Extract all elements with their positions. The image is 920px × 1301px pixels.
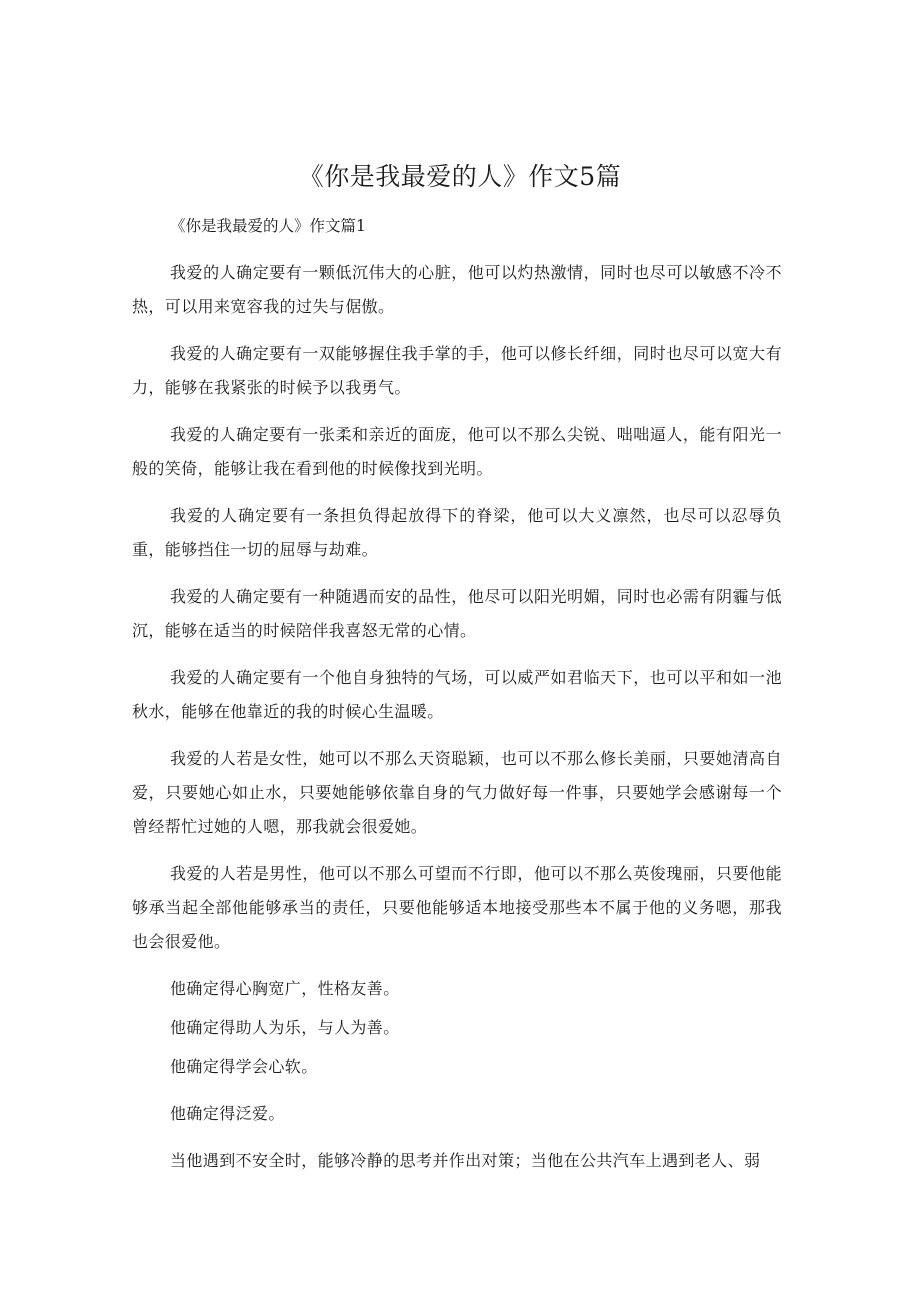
paragraph: 我爱的人确定要有一颗低沉伟大的心脏，他可以灼热激情，同时也尽可以敏感不冷不热，可以用来宽容我的过失与倨傲。 bbox=[132, 263, 782, 316]
paragraph: 我爱的人确定要有一种随遇而安的品性，他尽可以阳光明媚，同时也必需有阴霾与低沉，能够在适当的时候陪伴我喜怒无常的心情。 bbox=[132, 587, 782, 640]
paragraph: 他确定得泛爱。 bbox=[170, 1104, 285, 1123]
document-title: 《你是我最爱的人》作文5篇 bbox=[298, 162, 622, 191]
paragraph: 他确定得助人为乐，与人为善。 bbox=[170, 1018, 400, 1037]
section-subtitle: 《你是我最爱的人》作文篇1 bbox=[170, 217, 366, 235]
paragraph: 他确定得学会心软。 bbox=[170, 1057, 318, 1076]
paragraph: 他确定得心胸宽广，性格友善。 bbox=[170, 979, 400, 998]
paragraph: 我爱的人确定要有一个他自身独特的气场，可以威严如君临天下，也可以平和如一池秋水，能够在他靠近的我的时候心生温暖。 bbox=[132, 668, 782, 721]
paragraph: 我爱的人确定要有一张柔和亲近的面庞，他可以不那么尖锐、咄咄逼人，能有阳光一般的笑倚，能够让我在看到他的时候像找到光明。 bbox=[132, 425, 782, 478]
paragraph: 我爱的人若是男性，他可以不那么可望而不行即，他可以不那么英俊瑰丽，只要他能够承当起全部他能够承当的责任，只要他能够适本地接受那些本不属于他的义务嗯，那我也会很爱他。 bbox=[132, 864, 782, 951]
paragraph: 当他遇到不安全时，能够冷静的思考并作出对策；当他在公共汽车上遇到老人、弱 bbox=[170, 1151, 761, 1170]
document-body bbox=[132, 214, 782, 1191]
paragraph: 我爱的人若是女性，她可以不那么天资聪颖，也可以不那么修长美丽，只要她清高自爱，只要她心如止水，只要她能够依靠自身的气力做好每一件事，只要她学会感谢每一个曾经帮忙过她的人嗯，那我就会很爱她。 bbox=[132, 749, 782, 836]
paragraph: 我爱的人确定要有一条担负得起放得下的脊梁，他可以大义凛然，也尽可以忍辱负重，能够挡住一切的屈辱与劫难。 bbox=[132, 506, 782, 559]
paragraph: 我爱的人确定要有一双能够握住我手掌的手，他可以修长纤细，同时也尽可以宽大有力，能够在我紧张的时候予以我勇气。 bbox=[132, 344, 782, 397]
